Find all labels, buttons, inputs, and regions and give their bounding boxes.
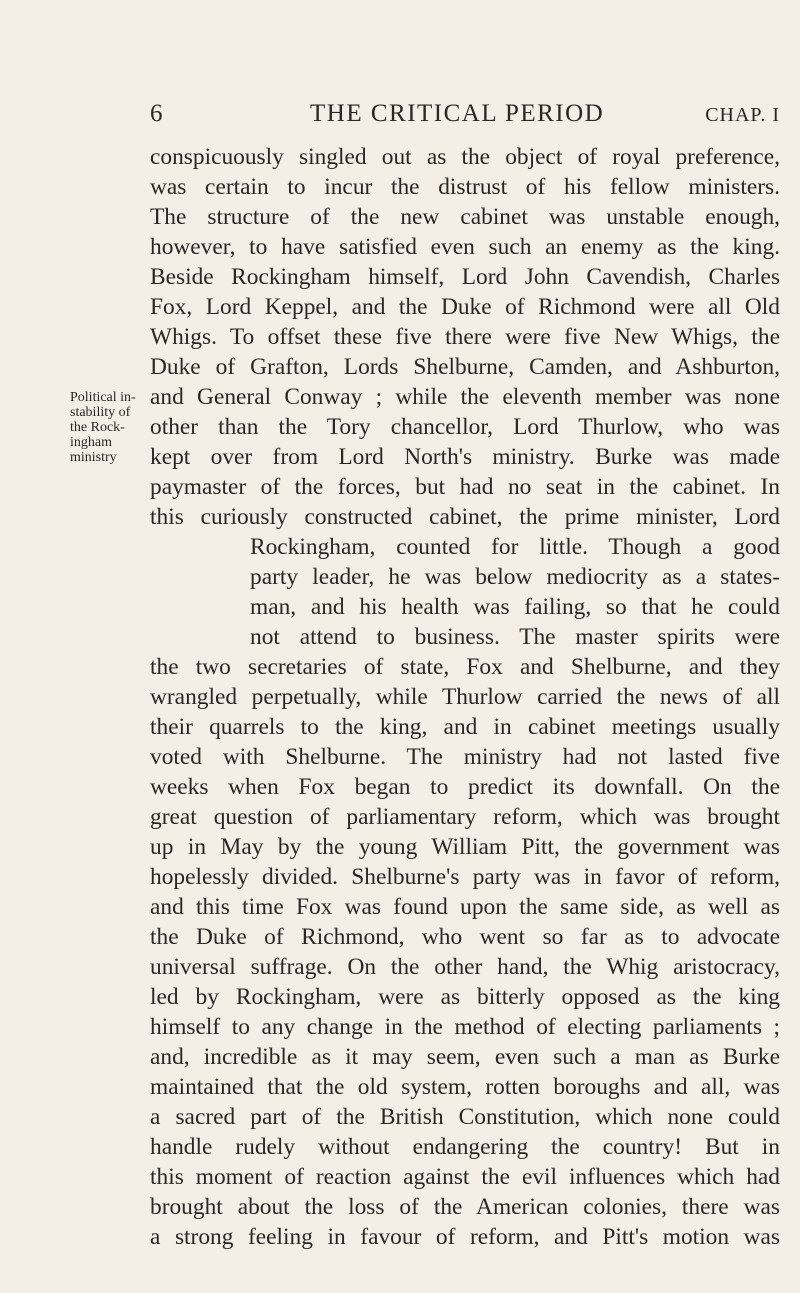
text-line: a sacred part of the British Constitution, which none could [150,1104,780,1130]
margin-note-line: ingham [70,435,112,450]
text-line: himself to any change in the method of electing parliaments ; [150,1014,780,1040]
text-line: this curiously constructed cabinet, the prime minister, Lord [150,504,780,530]
margin-note [70,390,146,465]
text-line: conspicuously singled out as the object of royal preference, [150,144,780,170]
text-line: the Duke of Richmond, who went so far as to advocate [150,924,780,950]
text-line: hopelessly divided. Shelburne's party was in favor of reform, [150,864,780,890]
text-line: a strong feeling in favour of reform, and Pitt's motion was [150,1224,780,1250]
text-line: Duke of Grafton, Lords Shelburne, Camden, and Ashburton, [150,354,780,380]
margin-note-line: ministry [70,450,117,465]
margin-note-line: Political in- [70,390,136,405]
text-line: Beside Rockingham himself, Lord John Cavendish, Charles [150,264,780,290]
text-line: Whigs. To offset these five there were five New Whigs, the [150,324,780,350]
text-line: party leader, he was below mediocrity as a states- [250,564,780,590]
text-line: not attend to business. The master spirits were [250,624,780,650]
text-line: Rockingham, counted for little. Though a good [250,534,780,560]
running-header [150,100,780,134]
text-line: and this time Fox was found upon the same side, as well as [150,894,780,920]
margin-note-line: stability of [70,405,131,420]
text-line: led by Rockingham, were as bitterly opposed as the king [150,984,780,1010]
text-line: however, to have satisfied even such an enemy as the king. [150,234,780,260]
text-line: and General Conway ; while the eleventh member was none [150,384,780,410]
text-line: handle rudely without endangering the country! But in [150,1134,780,1160]
text-line: paymaster of the forces, but had no seat in the cabinet. In [150,474,780,500]
text-line: man, and his health was failing, so that he could [250,594,780,620]
text-line: Fox, Lord Keppel, and the Duke of Richmond were all Old [150,294,780,320]
body-text [150,142,780,1252]
margin-note-line: the Rock- [70,420,125,435]
chapter-label: CHAP. I [705,104,780,126]
text-line: kept over from Lord North's ministry. Burke was made [150,444,780,470]
page-number: 6 [150,100,163,127]
text-line: the two secretaries of state, Fox and Shelburne, and they [150,654,780,680]
text-line: their quarrels to the king, and in cabinet meetings usually [150,714,780,740]
text-line: great question of parliamentary reform, which was brought [150,804,780,830]
text-line: was certain to incur the distrust of his fellow ministers. [150,174,780,200]
text-line: brought about the loss of the American colonies, there was [150,1194,780,1220]
text-line: this moment of reaction against the evil influences which had [150,1164,780,1190]
text-line: other than the Tory chancellor, Lord Thurlow, who was [150,414,780,440]
text-line: universal suffrage. On the other hand, the Whig aristocracy, [150,954,780,980]
text-line: wrangled perpetually, while Thurlow carried the news of all [150,684,780,710]
text-line: voted with Shelburne. The ministry had not lasted five [150,744,780,770]
text-line: up in May by the young William Pitt, the government was [150,834,780,860]
running-title: THE CRITICAL PERIOD [310,100,605,127]
text-line: The structure of the new cabinet was unstable enough, [150,204,780,230]
text-line: and, incredible as it may seem, even such a man as Burke [150,1044,780,1070]
text-line: maintained that the old system, rotten boroughs and all, was [150,1074,780,1100]
text-line: weeks when Fox began to predict its downfall. On the [150,774,780,800]
